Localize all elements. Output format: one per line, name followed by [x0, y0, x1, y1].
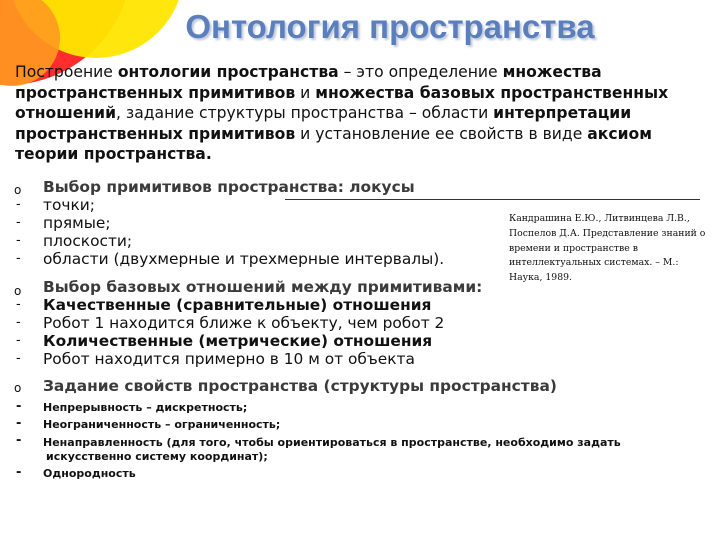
intro-term: интерпретации пространственных примитивов [15, 104, 632, 143]
section2-item: Робот 1 находится ближе к объекту, чем робот 2 [43, 314, 445, 332]
section3-item: Непрерывность – дискретность; [43, 401, 248, 414]
divider-line [285, 199, 700, 200]
intro-term: множества пространственных примитивов [15, 63, 602, 102]
reference-line: Поспелов Д.А. Представление знаний о [509, 227, 706, 239]
section2-item: Количественные (метрические) отношения [43, 332, 433, 350]
reference-line: времени и пространстве в [509, 242, 638, 254]
bullet-marker: o [14, 284, 22, 298]
section3-item: Однородность [43, 467, 136, 480]
section1-item: прямые; [43, 214, 111, 232]
dash-marker: - [16, 297, 21, 312]
intro-text: – это определение [338, 63, 503, 81]
reference-line: Кандрашина Е.Ю., Литвинцева Л.В., [509, 213, 690, 224]
reference-note [509, 212, 719, 286]
section2-item: Качественные (сравнительные) отношения [43, 296, 432, 314]
intro-text: Построение [15, 63, 118, 81]
intro-text: и [295, 83, 316, 102]
section3-item: Ненаправленность (для того, чтобы ориентироваться в пространстве, необходимо задать [43, 436, 621, 449]
dash-marker: - [16, 233, 21, 248]
intro-text: , задание структуры пространства – области [116, 104, 494, 122]
section3-item-continuation: искусственно систему координат); [46, 450, 268, 463]
bullet-marker: o [14, 381, 22, 395]
dash-marker: - [16, 251, 21, 266]
dash-marker: - [16, 333, 21, 348]
intro-paragraph [15, 62, 705, 165]
dash-marker: - [16, 465, 22, 480]
section1-item: точки; [43, 196, 95, 214]
intro-term: множества базовых пространственных отношений [15, 83, 669, 122]
section1-heading: Выбор примитивов пространства: локусы [43, 178, 415, 196]
section1-item: области (двухмерные и трехмерные интервалы). [43, 250, 445, 268]
dash-marker: - [16, 315, 21, 330]
dash-marker: - [16, 197, 21, 212]
section2-item: Робот находится примерно в 10 м от объекта [43, 350, 415, 368]
section3-item: Неограниченность – ограниченность; [43, 418, 281, 431]
dash-marker: - [16, 399, 22, 414]
dash-marker: - [16, 215, 21, 230]
intro-term: онтологии пространства [117, 63, 339, 81]
reference-line: интеллектуальных системах. – М.: [509, 257, 679, 269]
bullet-marker: o [14, 183, 22, 197]
intro-term: аксиом теории пространства. [15, 124, 653, 163]
reference-line: Наука, 1989. [509, 272, 572, 284]
section1-item: плоскости; [43, 232, 133, 250]
slide-title: Онтология пространства [185, 8, 595, 45]
section3-heading: Задание свойств пространства (структуры пространства) [43, 377, 557, 395]
dash-marker: - [16, 351, 21, 366]
dash-marker: - [16, 416, 22, 431]
dash-marker: - [16, 433, 22, 448]
section2-heading: Выбор базовых отношений между примитивами: [43, 278, 483, 296]
intro-text: и установление ее свойств в виде [295, 124, 588, 143]
